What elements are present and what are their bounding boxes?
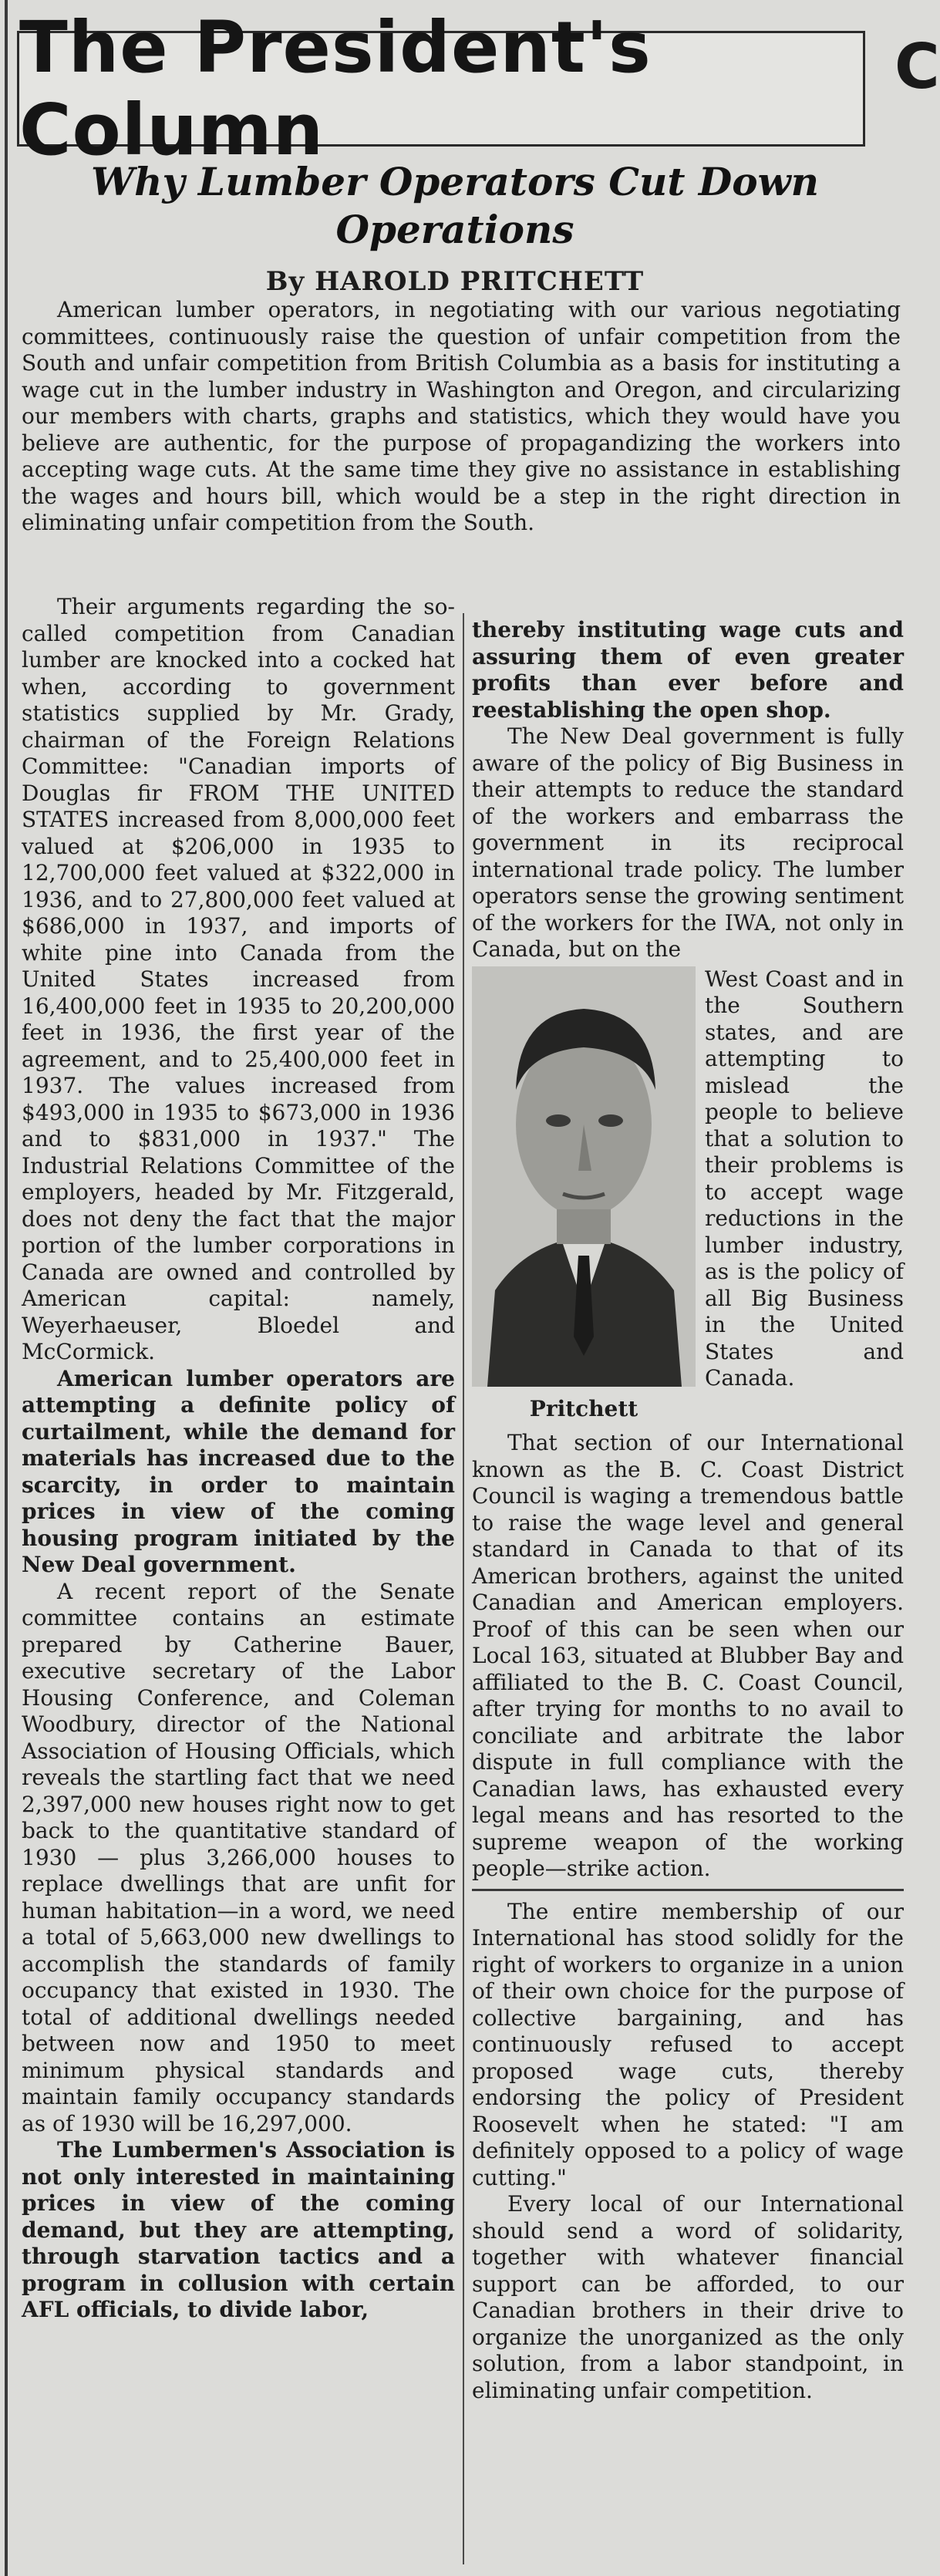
right-paragraph-1: thereby instituting wage cuts and assuring them of even greater profits than ever before and reestablishing the open shop. [472,617,904,723]
left-paragraph-2: American lumber operators are attempting a definite policy of curtailment, while the demand for materials has increased due to the scarcity, in order to maintain prices in view of the coming housing program initiated by the New Deal government. [22,1365,455,1577]
intro-paragraph [22,297,901,537]
article-headline: Why Lumber Operators Cut Down Operations [90,159,820,252]
intro-text: American lumber operators, in negotiating with our various negotiating committees, continuously raise the question of unfair competition from the South and unfair competition from British Columbia as a basis for instituting a wage cut in the lumber industry in Washington and Oregon, and circularizing our members with charts, graphs and statistics, which they would have you believe are authentic, for the purpose of propagandizing the workers into accepting wage cuts. At the same time they give no assistance in establishing the wages and hours bill, which would be a step in the right direction in eliminating unfair competition from the South. [22,297,901,535]
portrait-illustration [472,966,696,1387]
left-paragraph-4: The Lumbermen's Association is not only interested in maintaining prices in view of the coming demand, but they are attempting, through starvation tactics and a program in collusion with certain AFL officials, to divide labor, [22,2137,455,2322]
right-paragraph-2: The New Deal government is fully aware of the policy of Big Business in their attempts to reduce the standard of the workers and embarrass the government in its reciprocal international trade policy. The lumber operators sense the growing sentiment of the workers for the IWA, not only in Canada, but on the [472,723,904,962]
left-paragraph-3: A recent report of the Senate committee contains an estimate prepared by Catherine Bauer, executive secretary of the Labor Housing Conference, and Coleman Woodbury, director of the National Association of Housing Officials, which reveals the startling fact that we need 2,397,000 new houses right now to get back to the quantitative standard of 1930 — plus 3,266,000 houses to replace dwellings that are unfit for human habitation—in a word, we need a total of 5,663,000 new dwellings to accomplish the standards of family occupancy that existed in 1930. The total of additional dwellings needed between now and 1950 to meet minimum physical standards and maintain family occupancy standards as of 1930 will be 16,297,000. [22,1578,455,2136]
page-edge-rule [5,0,8,2576]
right-paragraph-3: That section of our International known as the B. C. Coast District Council is waging a tremendous battle to raise the wage level and general standard in Canada to that of its American brothers, against the united Canadian and American employers. Proof of this can be seen when our Local 163, situated at Blubber Bay and affiliated to the B. C. Coast Council, after trying for months to no avail to conciliate and arbitrate the labor dispute in full compliance with the Canadian laws, has exhausted every legal means and has resorted to the supreme weapon of the working people—strike action. [472,1430,904,1881]
text-beside-photo: West Coast and in the Southern states, and are attempting to mislead the people to believe that a solution to their problems is to accept wage reductions in the lumber industry, as is the policy of all Big Business in the United States and Canada. [705,966,904,1391]
portrait-caption: Pritchett [529,1395,638,1421]
article-byline: By HAROLD PRITCHETT [265,266,645,297]
right-paragraph-5: Every local of our International should send a word of solidarity, together with whatever financial support can be afforded, to our Canadian brothers in their drive to organize the unorganized as the only solution, from a labor standpoint, in eliminating unfair competition. [472,2191,904,2403]
left-paragraph-1: Their arguments regarding the so-called competition from Canadian lumber are knocked into a cocked hat when, according to government statistics supplied by Mr. Grady, chairman of the Foreign Relations Committee: "Canadian imports of Douglas fir FROM THE UNITED STATES increased from 8,000,000 feet valued at $206,000 in 1935 to 12,700,000 feet valued at $322,000 in 1936, and to 27,800,000 feet valued at $686,000 in 1937, and imports of white pine into Canada from the United States increased from 16,400,000 feet in 1935 to 20,200,000 feet in 1936, the first year of the agreement, and to 25,400,000 feet in 1937. The values increased from $493,000 in 1935 to $673,000 in 1936 and to $831,000 in 1937." The Industrial Relations Committee of the employers, headed by Mr. Fitzgerald, does not deny the fact that the major portion of the lumber corporations in Canada are owned and controlled by American capital: namely, Weyerhaeuser, Bloedel and McCormick. [22,594,455,1364]
column-masthead [17,6,865,171]
column-title: The President's Column [19,6,652,171]
right-column [472,617,904,2404]
section-rule [472,1889,904,1891]
right-paragraph-4: The entire membership of our International has stood solidly for the right of workers to organize in a union of their own choice for the purpose of collective bargaining, and has continuously refused to accept proposed wage cuts, thereby endorsing the policy of President Roosevelt when he stated: "I am definitely opposed to a policy of wage cutting." [472,1898,904,2190]
edge-letter: C [895,31,940,103]
column-divider [463,613,464,2564]
portrait-block [472,966,696,1423]
left-column [22,594,455,2324]
photo-row [472,966,904,1423]
portrait-photo [472,966,696,1387]
